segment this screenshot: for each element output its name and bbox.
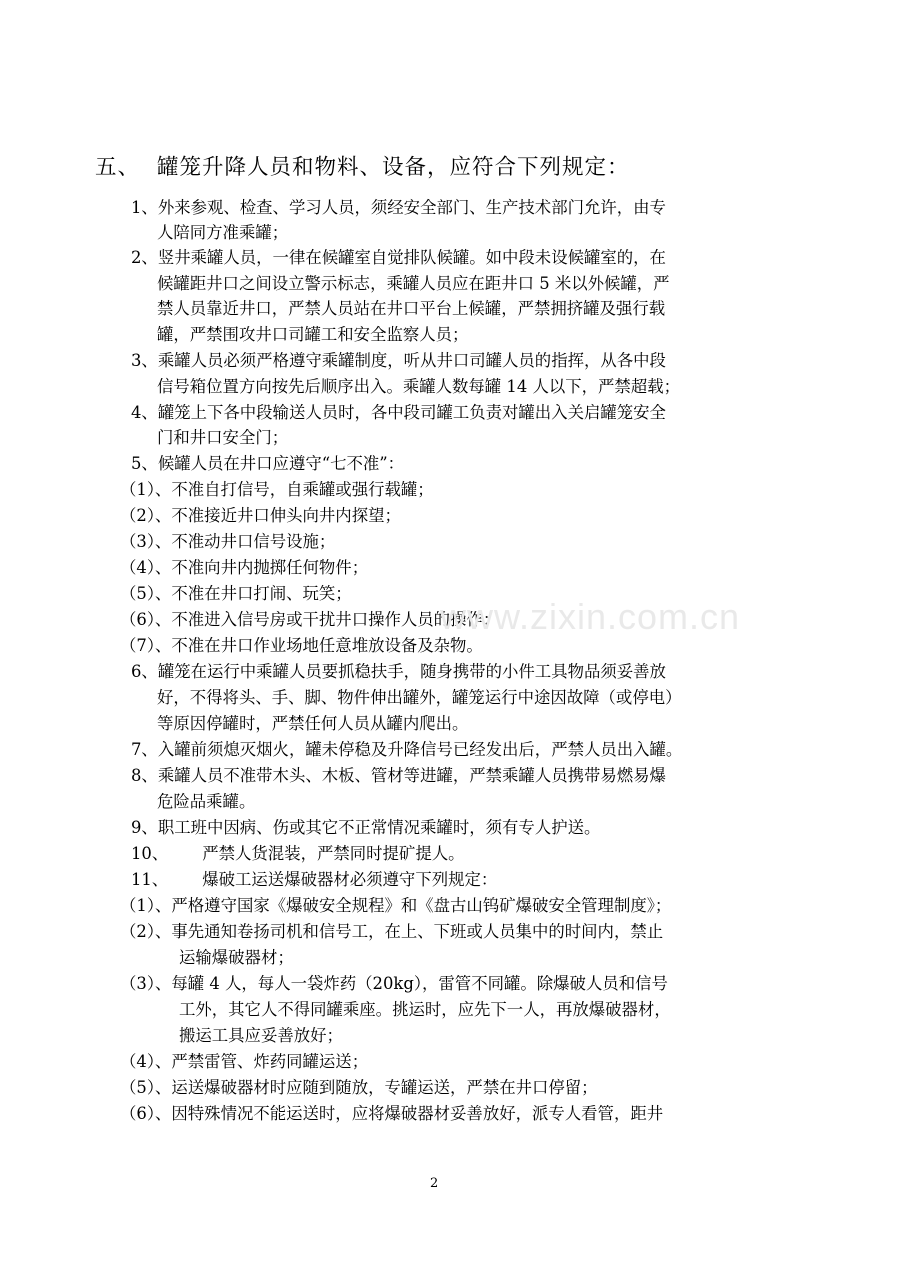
paragraph-line: 8、乘罐人员不准带木头、木板、管材等进罐，严禁乘罐人员携带易燃易爆	[131, 766, 666, 785]
paragraph-line: 9、职工班中因病、伤或其它不正常情况乘罐时，须有专人护送。	[131, 818, 601, 837]
paragraph-line: （2）、不准接近井口伸头向井内探望；	[120, 506, 401, 525]
paragraph-line: 门和井口安全门；	[157, 428, 289, 447]
paragraph-line: 好，不得将头、手、脚、物件伸出罐外，罐笼运行中途因故障（或停电）	[157, 688, 682, 707]
paragraph-line: 搬运工具应妥善放好；	[179, 1026, 343, 1045]
paragraph-line: 4、罐笼上下各中段输送人员时，各中段司罐工负责对罐出入关启罐笼安全	[131, 403, 666, 422]
item-number: 11、	[131, 870, 169, 889]
paragraph-line: （1）、严格遵守国家《爆破安全规程》和《盘古山钨矿爆破安全管理制度》；	[120, 896, 672, 915]
paragraph-line: 3、乘罐人员必须严格遵守乘罐制度，听从井口司罐人员的指挥，从各中段	[131, 351, 666, 370]
paragraph-line: （3）、每罐 4 人，每人一袋炸药（20kg），雷管不同罐。除爆破人员和信号	[120, 974, 668, 993]
section-title: 罐笼升降人员和物料、设备，应符合下列规定：	[157, 155, 630, 180]
item-text: 严禁人货混装，严禁同时提矿提人。	[202, 844, 465, 863]
paragraph-line: （3）、不准动井口信号设施；	[120, 532, 336, 551]
item-number: 10、	[131, 844, 169, 863]
paragraph-line: （4）、严禁雷管、炸药同罐运送；	[120, 1052, 369, 1071]
paragraph-line: （2）、事先通知卷扬司机和信号工，在上、下班或人员集中的时间内，禁止	[120, 922, 664, 941]
paragraph-line: （1）、不准自打信号，自乘罐或强行载罐；	[120, 480, 434, 499]
paragraph-line: 人陪同方准乘罐；	[157, 223, 289, 242]
paragraph-line: 禁人员靠近井口，严禁人员站在井口平台上候罐，严禁拥挤罐及强行载	[157, 299, 666, 318]
item-text: 爆破工运送爆破器材必须遵守下列规定：	[202, 870, 498, 889]
paragraph-line: 罐，严禁围攻井口司罐工和安全监察人员；	[157, 325, 469, 344]
paragraph-line: 工外，其它人不得同罐乘座。挑运时，应先下一人，再放爆破器材，	[179, 1000, 671, 1019]
paragraph-line: （5）、不准在井口打闹、玩笑；	[120, 584, 352, 603]
paragraph-line: 危险品乘罐。	[157, 792, 256, 811]
paragraph-line: （4）、不准向井内抛掷任何物件；	[120, 558, 369, 577]
paragraph-line: 2、竖井乘罐人员，一律在候罐室自觉排队候罐。如中段未设候罐室的，在	[131, 248, 666, 267]
watermark: www.zixin.com.cn	[440, 596, 741, 637]
paragraph-line: 6、罐笼在运行中乘罐人员要抓稳扶手，随身携带的小件工具物品须妥善放	[131, 662, 666, 681]
paragraph-line: 候罐距井口之间设立警示标志，乘罐人员应在距井口 5 米以外候罐，严	[157, 274, 670, 293]
paragraph-line	[131, 868, 497, 892]
page-number: 2	[430, 1176, 439, 1191]
paragraph-line: （5）、运送爆破器材时应随到随放，专罐运送，严禁在井口停留；	[120, 1078, 598, 1097]
paragraph-line: 信号箱位置方向按先后顺序出入。乘罐人数每罐 14 人以下，严禁超载；	[157, 377, 680, 396]
section-heading	[95, 150, 630, 181]
paragraph-line: （6）、因特殊情况不能运送时，应将爆破器材妥善放好，派专人看管，距井	[120, 1104, 664, 1123]
paragraph-line: 运输爆破器材；	[179, 948, 294, 967]
paragraph-line	[131, 842, 465, 866]
paragraph-line: （7）、不准在井口作业场地任意堆放设备及杂物。	[120, 636, 483, 655]
paragraph-line: 5、候罐人员在井口应遵守“七不准”：	[131, 454, 405, 473]
paragraph-line: 7、入罐前须熄灭烟火，罐未停稳及升降信号已经发出后，严禁人员出入罐。	[131, 740, 683, 759]
paragraph-line: 等原因停罐时，严禁任何人员从罐内爬出。	[157, 714, 469, 733]
paragraph-line: （6）、不准进入信号房或干扰井口操作人员的操作；	[120, 610, 500, 629]
section-number: 五、	[95, 155, 141, 180]
paragraph-line: 1、外来参观、检查、学习人员，须经安全部门、生产技术部门允许，由专	[131, 198, 666, 217]
